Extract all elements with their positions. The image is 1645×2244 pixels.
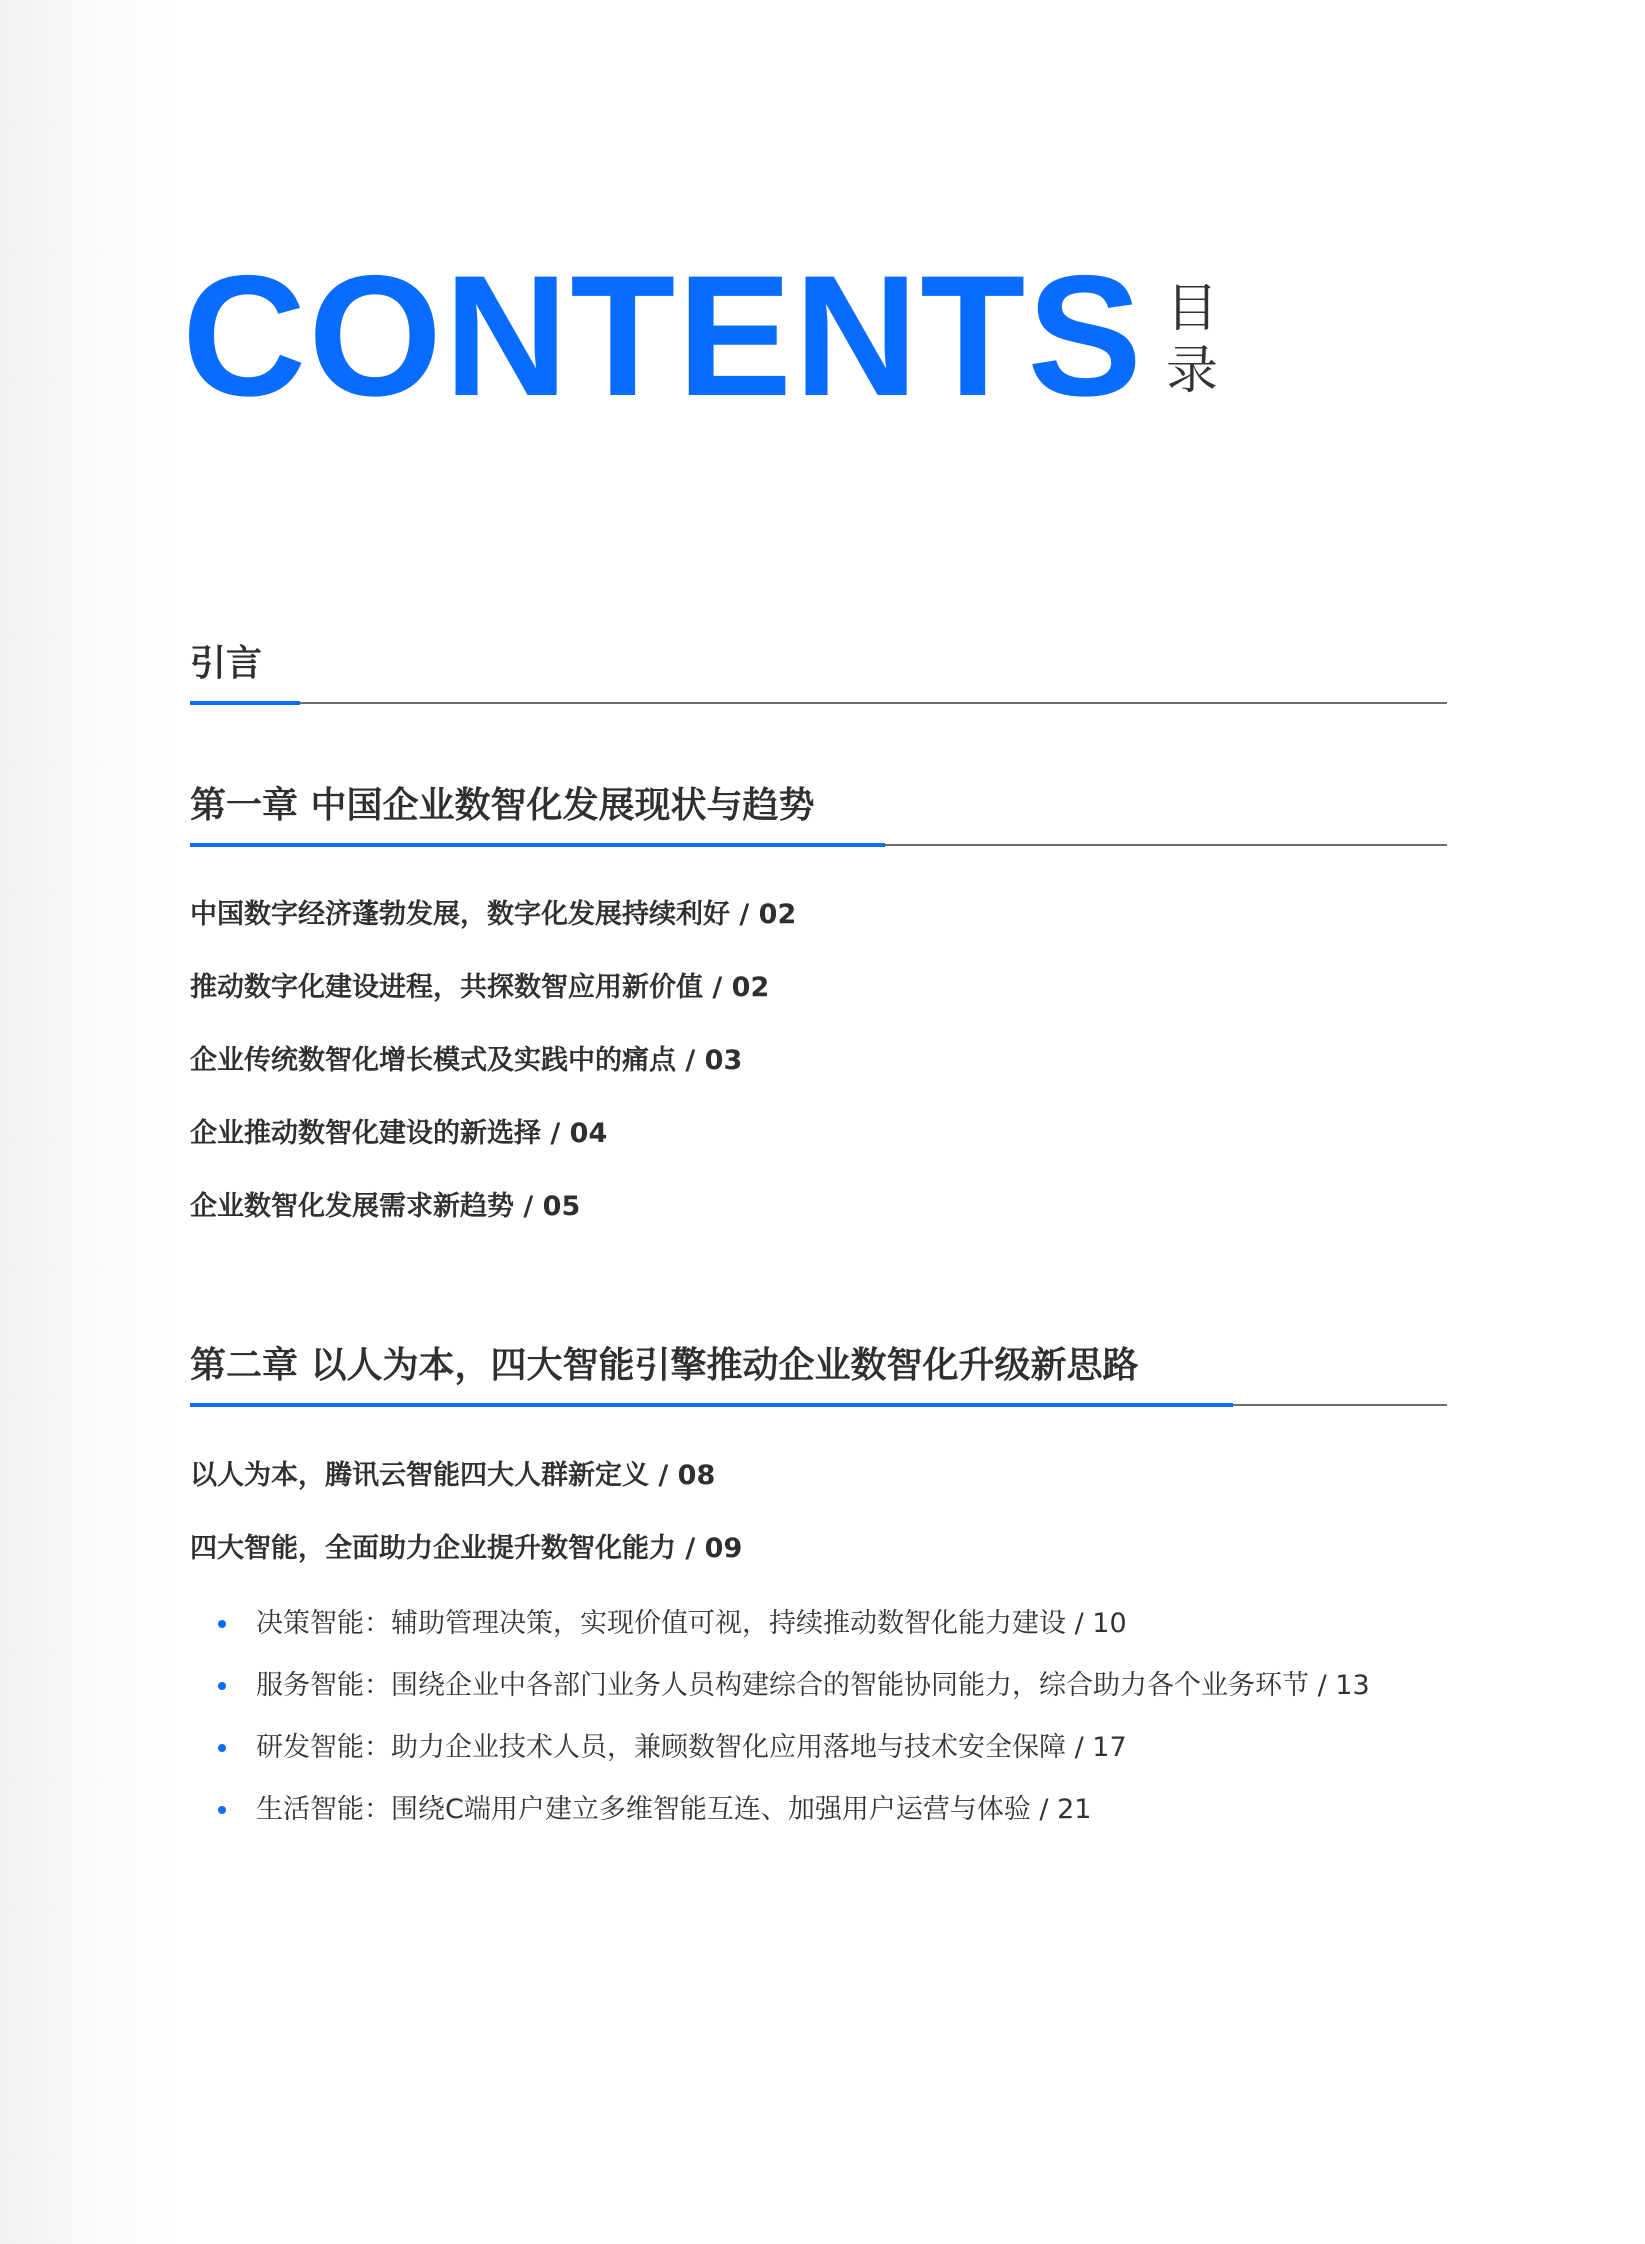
- toc-item[interactable]: 四大智能，全面助力企业提升数智化能力 / 09: [190, 1533, 743, 1564]
- section-rule-accent: [190, 1403, 1233, 1407]
- section-rule: [190, 1404, 1447, 1406]
- toc-item[interactable]: 以人为本，腾讯云智能四大人群新定义 / 08: [190, 1460, 716, 1491]
- contents-title-block: [182, 240, 1219, 432]
- toc-sub-item-label: 服务智能：围绕企业中各部门业务人员构建综合的智能协同能力，综合助力各个业务环节 / 13: [256, 1670, 1370, 1701]
- bullet-dot-icon: [218, 1744, 226, 1752]
- bullet-dot-icon: [218, 1682, 226, 1690]
- toc-item[interactable]: 企业数智化发展需求新趋势 / 05: [190, 1191, 581, 1222]
- section-heading-chapter-1: 第一章 中国企业数智化发展现状与趋势: [190, 785, 815, 826]
- section-rule: [190, 702, 1447, 704]
- toc-sub-item-label: 研发智能：助力企业技术人员，兼顾数智化应用落地与技术安全保障 / 17: [256, 1732, 1127, 1763]
- toc-item[interactable]: 中国数字经济蓬勃发展，数字化发展持续利好 / 02: [190, 899, 797, 930]
- section-rule: [190, 844, 1447, 846]
- bullet-dot-icon: [218, 1620, 226, 1628]
- contents-title: CONTENTS: [182, 240, 1144, 432]
- bullet-dot-icon: [218, 1806, 226, 1814]
- toc-sub-item[interactable]: [218, 1606, 1127, 1642]
- toc-sub-item-label: 决策智能：辅助管理决策，实现价值可视，持续推动数智化能力建设 / 10: [256, 1608, 1127, 1639]
- toc-item[interactable]: 企业推动数智化建设的新选择 / 04: [190, 1118, 608, 1149]
- section-rule-accent: [190, 701, 300, 705]
- section-rule-accent: [190, 843, 885, 847]
- section-chapter-1[interactable]: [190, 782, 1447, 846]
- toc-sub-item[interactable]: [218, 1668, 1370, 1704]
- section-chapter-2[interactable]: [190, 1342, 1447, 1406]
- section-heading-intro: 引言: [190, 643, 263, 684]
- toc-sub-item[interactable]: [218, 1730, 1127, 1766]
- toc-sub-item-label: 生活智能：围绕C端用户建立多维智能互连、加强用户运营与体验 / 21: [256, 1794, 1092, 1825]
- section-intro[interactable]: [190, 640, 1447, 704]
- mulu-char-1: 目: [1166, 279, 1219, 339]
- toc-item[interactable]: 推动数字化建设进程，共探数智应用新价值 / 02: [190, 972, 770, 1003]
- toc-sub-item[interactable]: [218, 1792, 1091, 1828]
- mulu-title: [1166, 278, 1218, 402]
- section-heading-chapter-2: 第二章 以人为本，四大智能引擎推动企业数智化升级新思路: [190, 1345, 1139, 1386]
- toc-item[interactable]: 企业传统数智化增长模式及实践中的痛点 / 03: [190, 1045, 743, 1076]
- mulu-char-2: 录: [1166, 341, 1219, 401]
